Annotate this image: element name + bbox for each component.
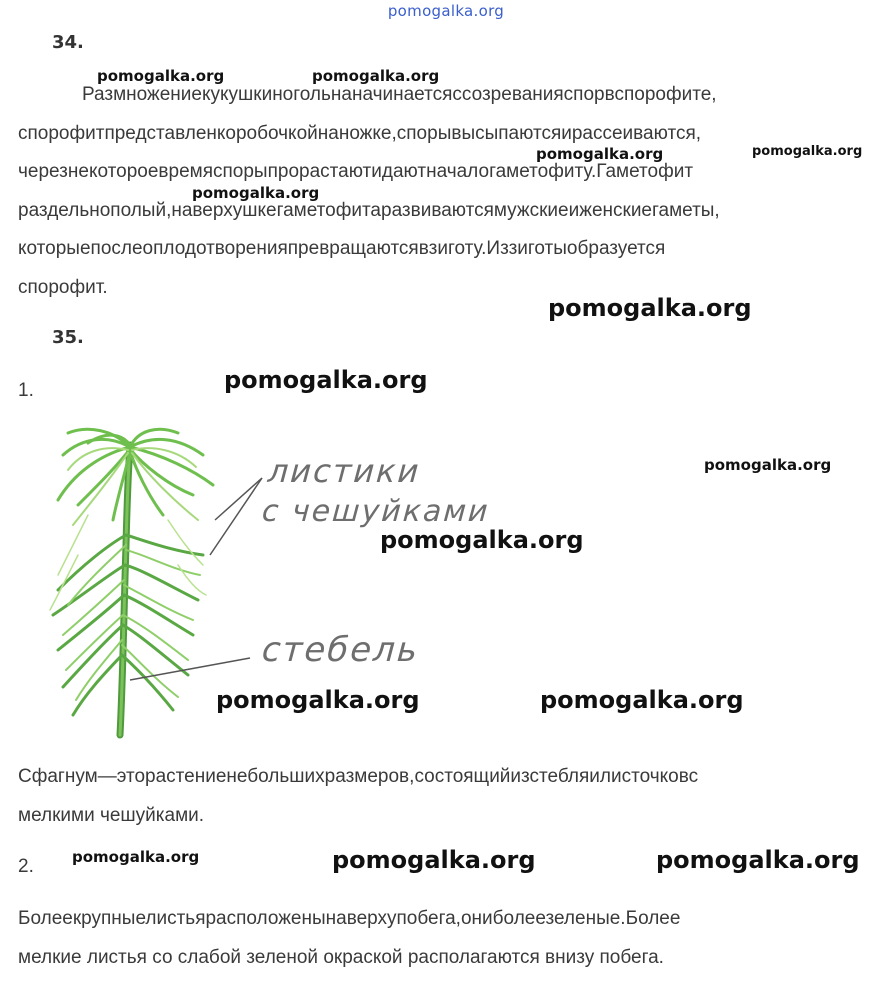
- label-stem: стебель: [260, 630, 421, 670]
- task-number-35: 35.: [52, 327, 84, 348]
- watermark: pomogalka.org: [656, 846, 860, 874]
- text-line: которыепослеоплодотворенияпревращаютсявзиготу.Иззиготыобразуется: [18, 238, 666, 259]
- watermark: pomogalka.org: [704, 456, 832, 474]
- item-number-2: 2.: [18, 856, 34, 877]
- text-line: спорофитпредставленкоробочкойнаножке,спорывысыпаютсяирассеиваются,: [18, 122, 702, 144]
- text-line: черезнекотороевремяспорыпрорастаютидаютначалогаметофиту.Гаметофит: [18, 161, 694, 182]
- watermark: pomogalka.org: [216, 686, 420, 714]
- watermark: pomogalka.org: [312, 67, 440, 85]
- watermark: pomogalka.org: [332, 846, 536, 874]
- stem-pointer-line: [130, 658, 250, 680]
- watermark: pomogalka.org: [752, 144, 863, 159]
- text-line: раздельнополый,наверхушкегаметофитаразвиваютсямужскиеиженскиегаметы,: [18, 199, 720, 221]
- text-line: спорофит.: [18, 276, 108, 298]
- watermark: pomogalka.org: [192, 184, 320, 202]
- label-leaves-line2: с чешуйками: [260, 494, 491, 529]
- site-header: pomogalka.org: [387, 2, 505, 20]
- watermark: pomogalka.org: [536, 145, 664, 163]
- watermark: pomogalka.org: [548, 294, 752, 322]
- text-line: мелкие листья со слабой зеленой окраской располагаются внизу побега.: [18, 946, 664, 968]
- label-leaves-line1: листики: [266, 452, 422, 490]
- watermark: pomogalka.org: [380, 526, 584, 554]
- text-line: Сфагнум—эторастениенебольшихразмеров,состоящийизстебляилисточковс: [18, 766, 699, 787]
- watermark: pomogalka.org: [97, 67, 225, 85]
- paragraph-item2: [18, 900, 878, 977]
- text-line: мелкими чешуйками.: [18, 804, 205, 826]
- item-number-1: 1.: [18, 380, 34, 401]
- paragraph-item1: [18, 758, 878, 835]
- task-number-34: 34.: [52, 32, 84, 53]
- watermark: pomogalka.org: [224, 366, 428, 394]
- watermark: pomogalka.org: [540, 686, 744, 714]
- text-line: Болеекрупныелистьярасположенынаверхупобега,ониболеезеленые.Более: [18, 908, 681, 929]
- text-line: Размножениекукушкиногольнаначинаетсяссозреванияспорвспорофите,: [82, 84, 717, 105]
- watermark: pomogalka.org: [72, 848, 200, 866]
